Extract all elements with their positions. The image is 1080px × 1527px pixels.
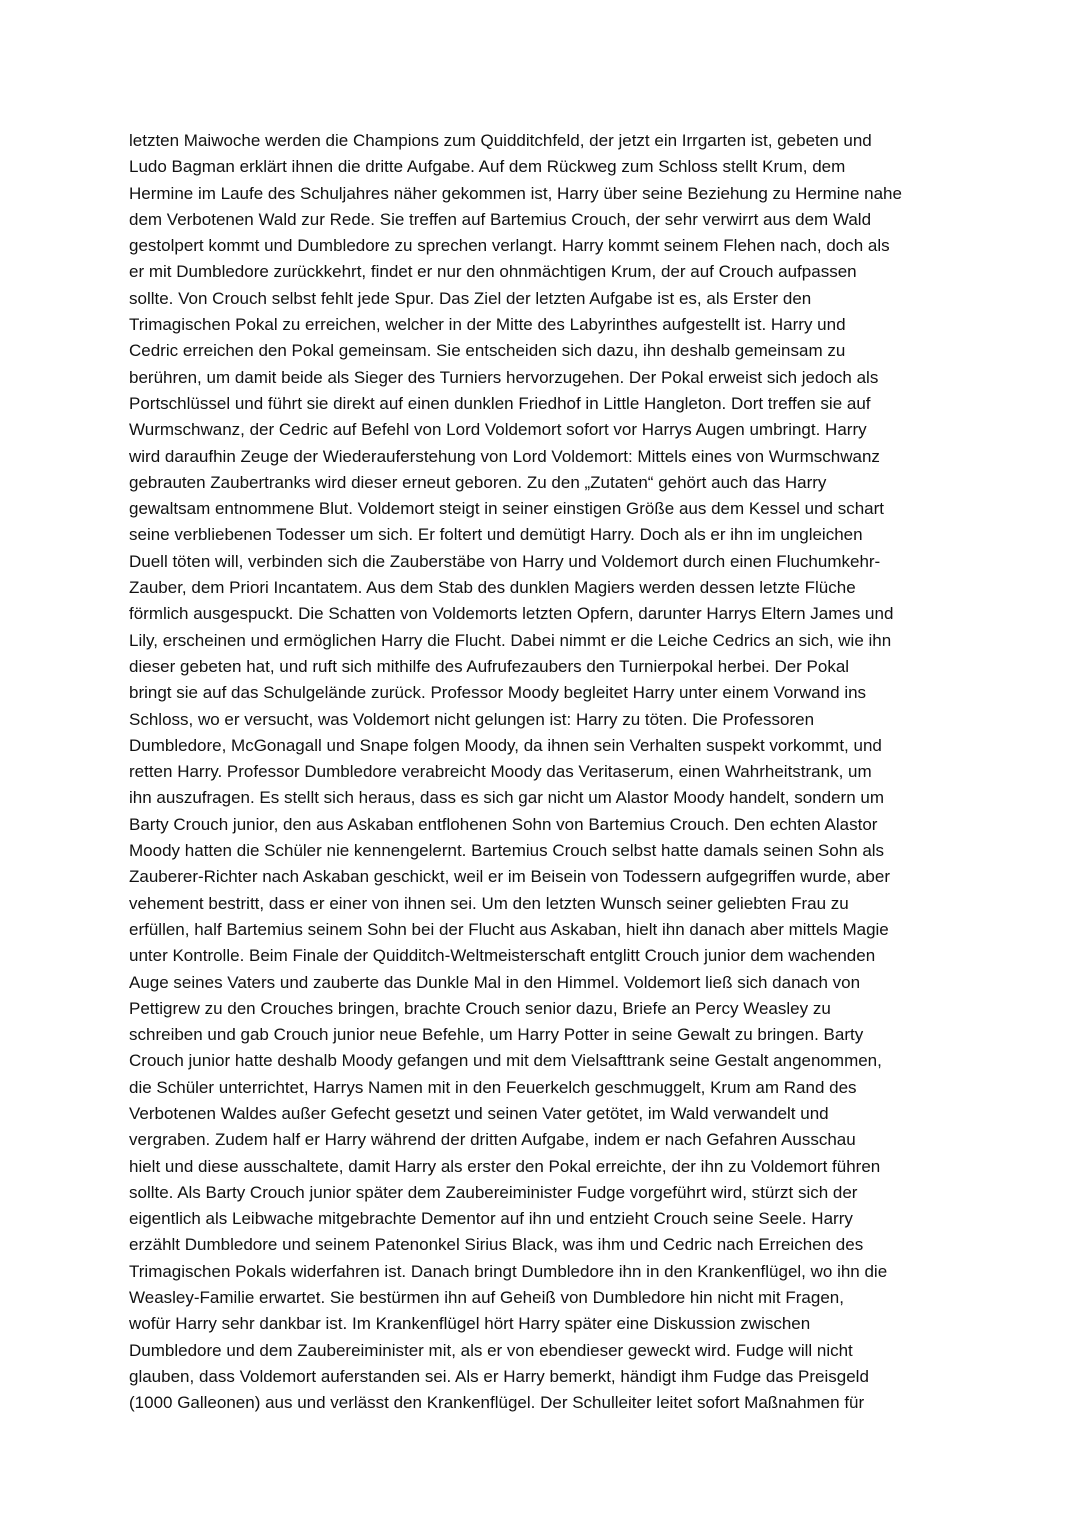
text-line: Barty Crouch junior, den aus Askaban entflohenen Sohn von Bartemius Crouch. Den echten Alastor (129, 814, 878, 834)
text-line: wird daraufhin Zeuge der Wiederauferstehung von Lord Voldemort: Mittels eines von Wurmschwanz (129, 446, 880, 466)
text-line: schreiben und gab Crouch junior neue Befehle, um Harry Potter in seine Gewalt zu bringen. Barty (129, 1025, 864, 1045)
text-line: seine verbliebenen Todesser um sich. Er foltert und demütigt Harry. Doch als er ihn im ungleichen (129, 525, 863, 545)
text-line: berühren, um damit beide als Sieger des Turniers hervorzugehen. Der Pokal erweist sich jedoch als (129, 367, 879, 387)
text-line: Duell töten will, verbinden sich die Zauberstäbe von Harry und Voldemort durch einen Fluchumkehr- (129, 551, 881, 571)
text-line: (1000 Galleonen) aus und verlässt den Krankenflügel. Der Schulleiter leitet sofort Maßnahmen für (129, 1393, 865, 1413)
text-line: gebrauten Zaubertranks wird dieser erneut geboren. Zu den „Zutaten“ gehört auch das Harry (129, 472, 827, 492)
text-line: Ludo Bagman erklärt ihnen die dritte Aufgabe. Auf dem Rückweg zum Schloss stellt Krum, dem (129, 157, 846, 177)
text-line: unter Kontrolle. Beim Finale der Quidditch-Weltmeisterschaft entglitt Crouch junior dem wachenden (129, 946, 876, 966)
text-line: Zauber, dem Priori Incantatem. Aus dem Stab des dunklen Magiers werden dessen letzte Flüche (129, 578, 856, 598)
text-line: Trimagischen Pokal zu erreichen, welcher in der Mitte des Labyrinthes aufgestellt ist. Harry und (129, 315, 846, 335)
text-line: bringt sie auf das Schulgelände zurück. Professor Moody begleitet Harry unter einem Vorwand ins (129, 683, 867, 703)
text-line: retten Harry. Professor Dumbledore verabreicht Moody das Veritaserum, einen Wahrheitstrank, um (129, 762, 872, 782)
text-line: dem Verbotenen Wald zur Rede. Sie treffen auf Bartemius Crouch, der sehr verwirrt aus dem Wald (129, 209, 872, 229)
text-line: Cedric erreichen den Pokal gemeinsam. Sie entscheiden sich dazu, ihn deshalb gemeinsam zu (129, 341, 846, 361)
text-line: hielt und diese ausschaltete, damit Harry als erster den Pokal erreichte, der ihn zu Voldemort führen (129, 1156, 881, 1176)
text-line: Dumbledore, McGonagall und Snape folgen Moody, da ihnen sein Verhalten suspekt vorkommt, und (129, 735, 882, 755)
text-line: dieser gebeten hat, und ruft sich mithilfe des Aufrufezaubers den Turnierpokal herbei. Der Pokal (129, 656, 850, 676)
text-line: gewaltsam entnommene Blut. Voldemort steigt in seiner einstigen Größe aus dem Kessel und schart (129, 499, 884, 519)
text-line: letzten Maiwoche werden die Champions zum Quidditchfeld, der jetzt ein Irrgarten ist, gebeten und (129, 131, 872, 150)
text-line: Auge seines Vaters und zauberte das Dunkle Mal in den Himmel. Voldemort ließ sich danach von (129, 972, 861, 992)
text-line: förmlich ausgespuckt. Die Schatten von Voldemorts letzten Opfern, darunter Harrys Eltern James und (129, 604, 894, 624)
text-line: Pettigrew zu den Crouches bringen, brachte Crouch senior dazu, Briefe an Percy Weasley zu (129, 998, 831, 1018)
text-line: die Schüler unterrichtet, Harrys Namen mit in den Feuerkelch geschmuggelt, Krum am Rand des (129, 1077, 857, 1097)
text-line: Verbotenen Waldes außer Gefecht gesetzt und seinen Vater getötet, im Wald verwandelt und (129, 1103, 829, 1123)
text-line: Dumbledore und dem Zaubereiminister mit, als er von ebendieser geweckt wird. Fudge will nicht (129, 1340, 853, 1360)
body-text (129, 128, 959, 1417)
text-line: erfüllen, half Bartemius seinem Sohn bei der Flucht aus Askaban, hielt ihn danach aber mittels Magie (129, 919, 889, 939)
text-line: vergraben. Zudem half er Harry während der dritten Aufgabe, indem er nach Gefahren Ausschau (129, 1130, 856, 1150)
text-line: Lily, erscheinen und ermöglichen Harry die Flucht. Dabei nimmt er die Leiche Cedrics an sich, wie ihn (129, 630, 892, 650)
text-line: wofür Harry sehr dankbar ist. Im Krankenflügel hört Harry später eine Diskussion zwischen (129, 1314, 811, 1334)
text-line: ihn auszufragen. Es stellt sich heraus, dass es sich gar nicht um Alastor Moody handelt, sondern um (129, 788, 885, 808)
text-line: sollte. Von Crouch selbst fehlt jede Spur. Das Ziel der letzten Aufgabe ist es, als Erster den (129, 288, 812, 308)
text-line: eigentlich als Leibwache mitgebrachte Dementor auf ihn und entzieht Crouch seine Seele. Harry (129, 1209, 853, 1229)
text-line: glauben, dass Voldemort auferstanden sei. Als er Harry bemerkt, händigt ihm Fudge das Preisgeld (129, 1366, 869, 1386)
text-line: er mit Dumbledore zurückkehrt, findet er nur den ohnmächtigen Krum, der auf Crouch aufpassen (129, 262, 857, 282)
text-line: Zauberer-Richter nach Askaban geschickt, weil er im Beisein von Todessern aufgegriffen wurde, aber (129, 867, 890, 887)
text-line: Crouch junior hatte deshalb Moody gefangen und mit dem Vielsafttrank seine Gestalt angenommen, (129, 1051, 882, 1071)
text-line: gestolpert kommt und Dumbledore zu sprechen verlangt. Harry kommt seinem Flehen nach, doch als (129, 236, 890, 256)
text-line: Hermine im Laufe des Schuljahres näher gekommen ist, Harry über seine Beziehung zu Hermine nahe (129, 183, 902, 203)
text-line: Schloss, wo er versucht, was Voldemort nicht gelungen ist: Harry zu töten. Die Professoren (129, 709, 815, 729)
document-page (129, 128, 959, 1417)
text-line: vehement bestritt, dass er einer von ihnen sei. Um den letzten Wunsch seiner geliebten Frau zu (129, 893, 849, 913)
text-line: Wurmschwanz, der Cedric auf Befehl von Lord Voldemort sofort vor Harrys Augen umbringt. Harry (129, 420, 867, 440)
text-line: Weasley-Familie erwartet. Sie bestürmen ihn auf Geheiß von Dumbledore hin nicht mit Fragen, (129, 1288, 844, 1308)
text-line: Portschlüssel und führt sie direkt auf einen dunklen Friedhof in Little Hangleton. Dort treffen sie auf (129, 393, 871, 413)
text-line: sollte. Als Barty Crouch junior später dem Zaubereiminister Fudge vorgeführt wird, stürzt sich der (129, 1182, 858, 1202)
text-line: erzählt Dumbledore und seinem Patenonkel Sirius Black, was ihm und Cedric nach Erreichen des (129, 1235, 864, 1255)
text-line: Moody hatten die Schüler nie kennengelernt. Bartemius Crouch selbst hatte damals seinen Sohn als (129, 841, 885, 861)
text-line: Trimagischen Pokals widerfahren ist. Danach bringt Dumbledore ihn in den Krankenflügel, wo ihn die (129, 1261, 888, 1281)
